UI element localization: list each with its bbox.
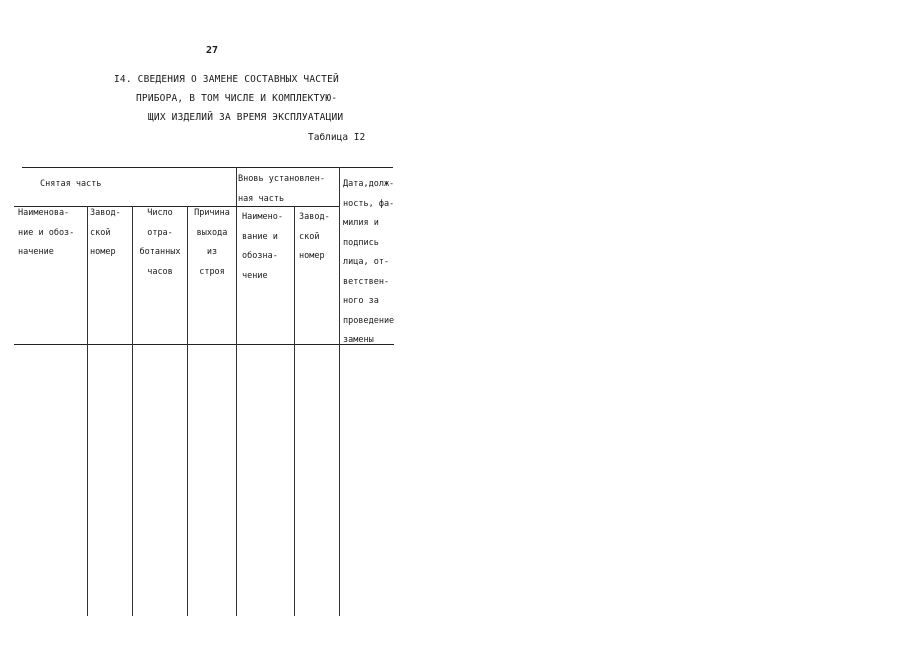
header-operating-hours: Число отра- ботанных часов — [139, 208, 181, 277]
table-label: Таблица I2 — [308, 132, 366, 143]
header-serial-installed: Завод- ской номер — [299, 212, 330, 261]
heading-line-1: I4. СВЕДЕНИЯ О ЗАМЕНЕ СОСТАВНЫХ ЧАСТЕЙ — [114, 74, 339, 85]
divider-col-2 — [132, 206, 133, 616]
header-bottom-border — [14, 344, 394, 345]
header-date-position: Дата,долж- ность, фа- милия и подпись лица, от- ветствен- ного за проведение замены — [343, 179, 395, 345]
header-serial-removed: Завод- ской номер — [90, 208, 121, 257]
header-name-removed: Наименова- ние и обоз- начение — [18, 208, 75, 257]
header-failure-reason: Причина выхода из строя — [194, 208, 230, 277]
heading-line-2: ПРИБОРА, В ТОМ ЧИСЛЕ И КОМПЛЕКТУЮ- — [136, 93, 338, 104]
divider-col-3 — [187, 206, 188, 616]
divider-installed-group — [236, 167, 237, 616]
divider-col-1 — [87, 206, 88, 616]
page-number: 27 — [206, 45, 219, 56]
header-removed-part: Снятая часть — [40, 179, 102, 189]
heading-line-3: ЩИХ ИЗДЕЛИЙ ЗА ВРЕМЯ ЭКСПЛУАТАЦИИ — [148, 112, 344, 123]
section-heading — [104, 70, 354, 127]
divider-date-column — [339, 167, 340, 616]
header-installed-part: Вновь установлен- ная часть — [238, 174, 325, 204]
divider-col-5 — [294, 206, 295, 616]
table-top-border — [22, 167, 393, 168]
header-name-installed: Наимено- вание и обозна- чение — [242, 212, 283, 281]
